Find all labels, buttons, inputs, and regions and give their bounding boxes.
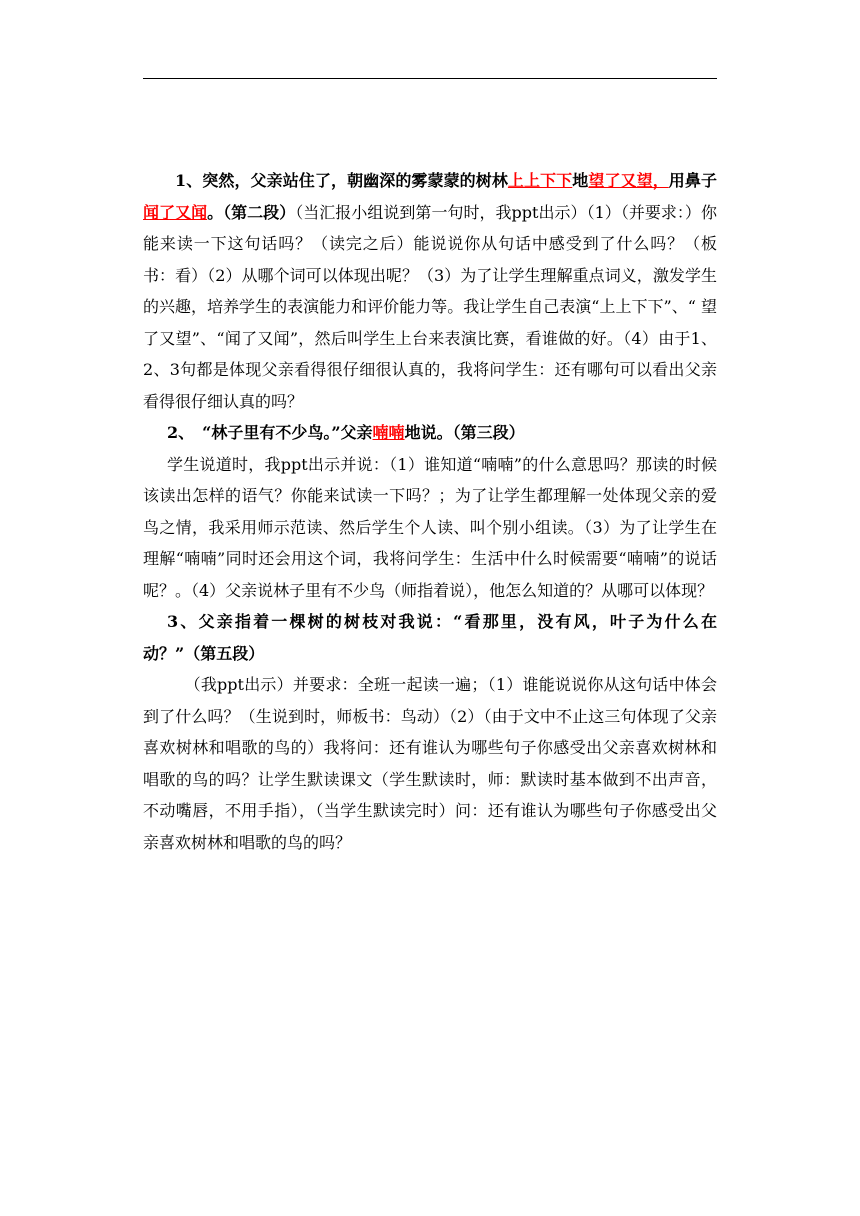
paragraph-1-body: （当汇报小组说到第一句时，我ppt出示）（1）（并要求：）你能来读一下这句话吗？（读完之后）能说说你从句话中感受到了什么吗？（板书：看）（2）从哪个词可以体现出呢？（3）为了让学生理解重点词义，激发学生的兴趣，培养学生的表演能力和评价能力等。我让学生自己表演“上上下下”、“ 望了又望”、“闻了又闻”，然后叫学生上台来表演比赛，看谁做的好。（4）由于1、2、3句都是体现父亲看得很仔细很认真的，我将问学生：还有哪句可以看出父亲看得很仔细认真的吗？ xyxy=(143,202,717,411)
sentence-1-line2: 用鼻子 xyxy=(668,171,717,190)
highlight-nannan: 喃喃 xyxy=(372,423,405,442)
paragraph-1 xyxy=(143,165,717,417)
paragraph-2-body: 学生说道时，我ppt出示并说：（1）谁知道“喃喃”的什么意思吗？那读的时候该读出怎样的语气？你能来试读一下吗？；为了让学生都理解一处体现父亲的爱鸟之情，我采用师示范读、然后学生个人读、叫个别小组读。（3）为了让学生在理解“喃喃”同时还会用这个词，我将问学生：生活中什么时候需要“喃喃”的说话呢？。（4）父亲说林子里有不少鸟（师指着说），他怎么知道的？从哪可以体现？ xyxy=(143,454,717,600)
highlight-wenleyouwen: 闻了又闻 xyxy=(143,202,208,222)
paragraph-3-body: （我ppt出示）并要求：全班一起读一遍；（1）谁能说说你从这句话中体会到了什么吗？（生说到时，师板书：鸟动）（2）（由于文中不止这三句体现了父亲喜欢树林和唱歌的鸟的）我将问：还有谁认为哪些句子你感受出父亲喜欢树林和唱歌的鸟的吗？让学生默读课文（学生默读时，师：默读时基本做到不出声音，不动嘴唇，不用手指），（当学生默读完时）问：还有谁认为哪些句子你感受出父亲喜欢树林和唱歌的鸟的吗？ xyxy=(143,675,717,852)
sentence-1-lead: 1、突然，父亲站住了，朝幽深的雾蒙蒙的树林 xyxy=(175,171,508,190)
paragraph-3-heading xyxy=(143,606,717,669)
document-body xyxy=(143,165,717,858)
sentence-1-end: 。（第二段） xyxy=(207,202,296,222)
highlight-shangshangxiaxia: 上上下下 xyxy=(507,171,573,190)
header-rule xyxy=(143,78,717,79)
sentence-1-mid: 地 xyxy=(572,171,589,190)
paragraph-2-heading xyxy=(143,417,717,449)
highlight-wangleyouwang: 望了又望， xyxy=(588,171,669,190)
sentence-2-lead: 2、 “林子里有不少鸟。”父亲 xyxy=(167,423,373,442)
sentence-2-tail: 地说。（第三段） xyxy=(404,423,525,442)
sentence-3-lead: 3、父亲指着一棵树的树枝对我说：“看那里，没有风，叶子为什么在动？”（第五段） xyxy=(143,612,717,663)
